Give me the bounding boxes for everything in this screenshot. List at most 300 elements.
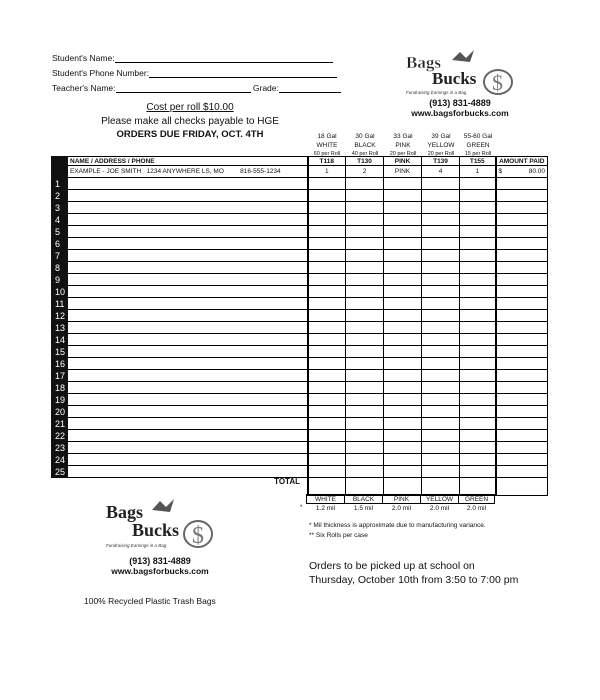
- qty-cell[interactable]: [308, 226, 346, 238]
- amount-cell[interactable]: [496, 238, 548, 250]
- name-cell[interactable]: [68, 346, 308, 358]
- qty-cell[interactable]: [384, 406, 422, 418]
- qty-cell[interactable]: [460, 334, 496, 346]
- qty-cell[interactable]: [422, 190, 460, 202]
- qty-cell[interactable]: [346, 202, 384, 214]
- qty-cell[interactable]: [460, 214, 496, 226]
- row-number: 10: [52, 286, 68, 298]
- qty-cell[interactable]: [384, 358, 422, 370]
- table-row: [52, 178, 548, 190]
- table-row: [52, 286, 548, 298]
- col-color: PINK: [395, 142, 411, 149]
- qty-cell[interactable]: [384, 226, 422, 238]
- qty-cell[interactable]: [422, 250, 460, 262]
- footer-mil: 1.2 mil: [315, 504, 336, 512]
- name-cell[interactable]: [68, 238, 308, 250]
- qty-cell[interactable]: [346, 322, 384, 334]
- col-per-roll: 40 per Roll: [351, 151, 379, 157]
- qty-cell[interactable]: [460, 466, 496, 478]
- row-number: 13: [52, 322, 68, 334]
- code-header: T155: [460, 157, 496, 166]
- amount-cell[interactable]: [496, 334, 548, 346]
- total-cell[interactable]: [422, 478, 460, 496]
- qty-cell[interactable]: [460, 286, 496, 298]
- qty-cell[interactable]: [308, 370, 346, 382]
- logo-url: www.bagsforbucks.com: [411, 108, 509, 118]
- qty-cell[interactable]: [422, 178, 460, 190]
- amount-cell[interactable]: [496, 298, 548, 310]
- bags-for-bucks-logo-icon: [100, 496, 220, 552]
- col-size: 18 Gal: [317, 133, 337, 140]
- table-row: [52, 466, 548, 478]
- table-header-row: [52, 157, 548, 166]
- qty-cell[interactable]: [422, 370, 460, 382]
- qty-cell[interactable]: [384, 286, 422, 298]
- name-cell[interactable]: [68, 190, 308, 202]
- orders-due: ORDERS DUE FRIDAY, OCT. 4TH: [116, 129, 264, 140]
- qty-cell[interactable]: [308, 238, 346, 250]
- name-cell[interactable]: [68, 310, 308, 322]
- qty-cell[interactable]: [460, 370, 496, 382]
- mil-star: *: [300, 505, 303, 511]
- qty-cell[interactable]: [346, 274, 384, 286]
- qty-cell[interactable]: [308, 406, 346, 418]
- table-row: [52, 382, 548, 394]
- amount-cell[interactable]: [496, 322, 548, 334]
- qty-cell[interactable]: [460, 418, 496, 430]
- name-cell[interactable]: [68, 274, 308, 286]
- qty-cell[interactable]: [308, 442, 346, 454]
- code-header: T118: [308, 157, 346, 166]
- qty-cell[interactable]: [346, 310, 384, 322]
- qty-cell[interactable]: [346, 286, 384, 298]
- table-row: [52, 214, 548, 226]
- amount-cell[interactable]: [496, 418, 548, 430]
- example-qty: 4: [422, 166, 460, 178]
- total-cell[interactable]: [496, 478, 548, 496]
- footer-color: YELLOW: [421, 495, 459, 504]
- qty-cell[interactable]: [346, 346, 384, 358]
- qty-cell[interactable]: [460, 454, 496, 466]
- qty-cell[interactable]: [460, 262, 496, 274]
- qty-cell[interactable]: [422, 298, 460, 310]
- row-number: 24: [52, 454, 68, 466]
- recycled-note: 100% Recycled Plastic Trash Bags: [84, 596, 216, 606]
- amount-cell[interactable]: [496, 262, 548, 274]
- qty-cell[interactable]: [346, 430, 384, 442]
- table-row: [52, 454, 548, 466]
- qty-cell[interactable]: [460, 238, 496, 250]
- name-cell[interactable]: [68, 202, 308, 214]
- mil-note: * Mil thickness is approximate due to manufacturing variance.: [309, 522, 486, 529]
- row-number: 2: [52, 190, 68, 202]
- qty-cell[interactable]: [308, 454, 346, 466]
- name-cell[interactable]: [68, 358, 308, 370]
- col-per-roll: 15 per Roll: [464, 151, 492, 157]
- name-cell[interactable]: [68, 178, 308, 190]
- qty-cell[interactable]: [460, 430, 496, 442]
- qty-cell[interactable]: [384, 178, 422, 190]
- name-cell[interactable]: [68, 322, 308, 334]
- amount-cell[interactable]: [496, 430, 548, 442]
- col-color: YELLOW: [427, 142, 455, 149]
- qty-cell[interactable]: [384, 382, 422, 394]
- qty-cell[interactable]: [422, 310, 460, 322]
- amount-cell[interactable]: [496, 466, 548, 478]
- table-row: [52, 238, 548, 250]
- qty-cell[interactable]: [308, 262, 346, 274]
- col-head-pink: [384, 132, 422, 159]
- amount-cell[interactable]: [496, 442, 548, 454]
- qty-cell[interactable]: [422, 406, 460, 418]
- amount-cell[interactable]: [496, 178, 548, 190]
- qty-cell[interactable]: [460, 406, 496, 418]
- col-head-black: [346, 132, 384, 159]
- logo-url: www.bagsforbucks.com: [111, 566, 209, 576]
- amount-cell[interactable]: [496, 406, 548, 418]
- qty-cell[interactable]: [460, 358, 496, 370]
- col-size: 39 Gal: [431, 133, 451, 140]
- table-row: [52, 298, 548, 310]
- amount-cell[interactable]: [496, 190, 548, 202]
- qty-cell[interactable]: [346, 250, 384, 262]
- col-per-roll: 20 per Roll: [389, 151, 417, 157]
- footer-color: PINK: [383, 495, 421, 504]
- qty-cell[interactable]: [346, 442, 384, 454]
- qty-cell[interactable]: [384, 334, 422, 346]
- qty-cell[interactable]: [422, 214, 460, 226]
- logo-phone: (913) 831-4889: [429, 98, 491, 108]
- name-cell[interactable]: [68, 370, 308, 382]
- qty-cell[interactable]: [384, 310, 422, 322]
- qty-cell[interactable]: [460, 394, 496, 406]
- table-row: [52, 370, 548, 382]
- name-cell[interactable]: [68, 454, 308, 466]
- logo-word-bucks: Bucks: [432, 69, 477, 88]
- qty-cell[interactable]: [308, 346, 346, 358]
- row-number-example: [52, 166, 68, 178]
- amount-cell[interactable]: [496, 394, 548, 406]
- table-row: [52, 226, 548, 238]
- qty-cell[interactable]: [308, 214, 346, 226]
- amount-cell[interactable]: [496, 358, 548, 370]
- amount-cell[interactable]: [496, 310, 548, 322]
- qty-cell[interactable]: [384, 370, 422, 382]
- qty-cell[interactable]: [460, 190, 496, 202]
- qty-cell[interactable]: [346, 334, 384, 346]
- qty-cell[interactable]: [346, 382, 384, 394]
- qty-cell[interactable]: [422, 418, 460, 430]
- name-header: NAME / ADDRESS / PHONE: [68, 157, 308, 166]
- col-head-white: [308, 132, 346, 159]
- svg-text:$: $: [492, 70, 503, 95]
- qty-cell[interactable]: [384, 274, 422, 286]
- name-cell[interactable]: [68, 442, 308, 454]
- row-number: 12: [52, 310, 68, 322]
- qty-cell[interactable]: [460, 250, 496, 262]
- logo-tagline: Fundraising Earnings in a Bag: [106, 543, 167, 548]
- name-cell[interactable]: [68, 286, 308, 298]
- row-number: 20: [52, 406, 68, 418]
- name-cell[interactable]: [68, 298, 308, 310]
- qty-cell[interactable]: [308, 430, 346, 442]
- qty-cell[interactable]: [384, 250, 422, 262]
- total-cell[interactable]: [384, 478, 422, 496]
- qty-cell[interactable]: [308, 394, 346, 406]
- qty-cell[interactable]: [384, 466, 422, 478]
- row-number: 6: [52, 238, 68, 250]
- row-number: 25: [52, 466, 68, 478]
- logo-phone: (913) 831-4889: [129, 556, 191, 566]
- cost-per-roll: Cost per roll $10.00: [146, 102, 234, 113]
- qty-cell[interactable]: [346, 262, 384, 274]
- footer-mil: 1.5 mil: [353, 504, 374, 512]
- order-table: [51, 156, 548, 496]
- qty-cell[interactable]: [384, 346, 422, 358]
- qty-cell[interactable]: [460, 322, 496, 334]
- grade-label: Grade:: [252, 83, 279, 93]
- qty-cell[interactable]: [384, 202, 422, 214]
- qty-cell[interactable]: [308, 310, 346, 322]
- name-cell[interactable]: [68, 214, 308, 226]
- logo-word-bags: Bags: [406, 53, 441, 72]
- payable-note: Please make all checks payable to HGE: [101, 116, 279, 127]
- qty-cell[interactable]: [384, 442, 422, 454]
- qty-cell[interactable]: [346, 466, 384, 478]
- col-per-roll: 20 per Roll: [427, 151, 455, 157]
- name-cell[interactable]: [68, 250, 308, 262]
- qty-cell[interactable]: [422, 286, 460, 298]
- example-amount: [496, 166, 548, 178]
- table-row: [52, 442, 548, 454]
- qty-cell[interactable]: [460, 310, 496, 322]
- qty-cell[interactable]: [308, 298, 346, 310]
- row-number-header: [52, 157, 68, 166]
- qty-cell[interactable]: [384, 394, 422, 406]
- col-head-green: [460, 132, 496, 159]
- row-number: 19: [52, 394, 68, 406]
- amount-cell[interactable]: [496, 214, 548, 226]
- footer-color: BLACK: [345, 495, 383, 504]
- qty-cell[interactable]: [422, 238, 460, 250]
- code-header: T130: [346, 157, 384, 166]
- total-spacer: [52, 478, 68, 496]
- qty-cell[interactable]: [308, 382, 346, 394]
- total-label: TOTAL: [274, 477, 300, 486]
- qty-cell[interactable]: [422, 274, 460, 286]
- row-number: 23: [52, 442, 68, 454]
- qty-cell[interactable]: [422, 358, 460, 370]
- row-number: 15: [52, 346, 68, 358]
- qty-cell[interactable]: [346, 454, 384, 466]
- qty-cell[interactable]: [346, 418, 384, 430]
- qty-cell[interactable]: [384, 214, 422, 226]
- qty-cell[interactable]: [384, 322, 422, 334]
- qty-cell[interactable]: [308, 466, 346, 478]
- amount-cell[interactable]: [496, 274, 548, 286]
- col-color: GREEN: [466, 142, 490, 149]
- row-number: 1: [52, 178, 68, 190]
- code-header: PINK: [384, 157, 422, 166]
- example-cell: [68, 166, 308, 178]
- footer-color: WHITE: [307, 495, 345, 504]
- qty-cell[interactable]: [346, 298, 384, 310]
- qty-cell[interactable]: [384, 454, 422, 466]
- student-phone-line[interactable]: [149, 68, 337, 78]
- qty-cell[interactable]: [346, 394, 384, 406]
- row-number: 17: [52, 370, 68, 382]
- qty-cell[interactable]: [346, 190, 384, 202]
- example-qty: 2: [346, 166, 384, 178]
- name-cell[interactable]: [68, 418, 308, 430]
- row-number: 7: [52, 250, 68, 262]
- qty-cell[interactable]: [422, 442, 460, 454]
- qty-cell[interactable]: [460, 442, 496, 454]
- qty-cell[interactable]: [308, 358, 346, 370]
- logo-top: [400, 48, 520, 118]
- col-color: BLACK: [354, 142, 376, 149]
- qty-cell[interactable]: [422, 334, 460, 346]
- qty-cell[interactable]: [308, 250, 346, 262]
- footer-color: GREEN: [459, 495, 495, 504]
- student-name-field[interactable]: [52, 53, 333, 63]
- row-number: 18: [52, 382, 68, 394]
- amount-cell[interactable]: [496, 250, 548, 262]
- row-number: 11: [52, 298, 68, 310]
- qty-cell[interactable]: [422, 322, 460, 334]
- qty-cell[interactable]: [422, 466, 460, 478]
- qty-cell[interactable]: [422, 262, 460, 274]
- qty-cell[interactable]: [308, 202, 346, 214]
- name-cell[interactable]: [68, 382, 308, 394]
- qty-cell[interactable]: [422, 382, 460, 394]
- table-row: [52, 250, 548, 262]
- total-cell[interactable]: [346, 478, 384, 496]
- qty-cell[interactable]: [346, 238, 384, 250]
- qty-cell[interactable]: [384, 298, 422, 310]
- example-amount-value: 80.00: [528, 168, 546, 175]
- qty-cell[interactable]: [346, 406, 384, 418]
- qty-cell[interactable]: [346, 358, 384, 370]
- amount-cell[interactable]: [496, 370, 548, 382]
- qty-cell[interactable]: [384, 418, 422, 430]
- table-row: [52, 334, 548, 346]
- table-row: [52, 346, 548, 358]
- pickup-line-2: Thursday, October 10th from 3:50 to 7:00 pm: [309, 574, 519, 586]
- qty-cell[interactable]: [422, 226, 460, 238]
- table-row: [52, 358, 548, 370]
- table-row: [52, 202, 548, 214]
- table-row: [52, 418, 548, 430]
- name-cell[interactable]: [68, 394, 308, 406]
- student-name-label: Student's Name:: [52, 53, 115, 63]
- example-currency: $: [498, 168, 503, 175]
- footer-mil: 2.0 mil: [466, 504, 487, 512]
- row-number: 21: [52, 418, 68, 430]
- name-cell[interactable]: [68, 430, 308, 442]
- amount-cell[interactable]: [496, 454, 548, 466]
- qty-cell[interactable]: [460, 226, 496, 238]
- case-note: ** Six Rolls per case: [309, 532, 368, 539]
- qty-cell[interactable]: [422, 346, 460, 358]
- table-row: [52, 262, 548, 274]
- qty-cell[interactable]: [384, 430, 422, 442]
- table-row: [52, 322, 548, 334]
- row-number: 3: [52, 202, 68, 214]
- amount-cell[interactable]: [496, 286, 548, 298]
- col-per-roll: 60 per Roll: [313, 151, 341, 157]
- qty-cell[interactable]: [384, 262, 422, 274]
- grade-line[interactable]: [279, 83, 341, 93]
- student-phone-field[interactable]: [52, 68, 337, 78]
- teacher-name-line[interactable]: [116, 83, 251, 93]
- name-cell[interactable]: [68, 334, 308, 346]
- footer-mil: 2.0 mil: [429, 504, 450, 512]
- svg-text:$: $: [192, 523, 204, 549]
- amount-cell[interactable]: [496, 382, 548, 394]
- row-number: 14: [52, 334, 68, 346]
- row-number: 22: [52, 430, 68, 442]
- qty-cell[interactable]: [422, 430, 460, 442]
- name-cell[interactable]: [68, 406, 308, 418]
- total-cell[interactable]: [308, 478, 346, 496]
- qty-cell[interactable]: [346, 370, 384, 382]
- qty-cell[interactable]: [460, 382, 496, 394]
- example-qty: 1: [308, 166, 346, 178]
- row-number: 9: [52, 274, 68, 286]
- qty-cell[interactable]: [422, 454, 460, 466]
- qty-cell[interactable]: [308, 334, 346, 346]
- qty-cell[interactable]: [308, 322, 346, 334]
- qty-cell[interactable]: [346, 214, 384, 226]
- student-name-line[interactable]: [115, 53, 333, 63]
- qty-cell[interactable]: [308, 286, 346, 298]
- name-cell[interactable]: [68, 226, 308, 238]
- total-cell[interactable]: [460, 478, 496, 496]
- table-row: [52, 190, 548, 202]
- row-number: 8: [52, 262, 68, 274]
- qty-cell[interactable]: [384, 238, 422, 250]
- amount-cell[interactable]: [496, 202, 548, 214]
- name-cell[interactable]: [68, 466, 308, 478]
- qty-cell[interactable]: [308, 190, 346, 202]
- qty-cell[interactable]: [308, 418, 346, 430]
- qty-cell[interactable]: [460, 178, 496, 190]
- table-row: [52, 274, 548, 286]
- col-color: WHITE: [316, 142, 338, 149]
- qty-cell[interactable]: [460, 346, 496, 358]
- qty-cell[interactable]: [422, 394, 460, 406]
- name-cell[interactable]: [68, 262, 308, 274]
- qty-cell[interactable]: [422, 202, 460, 214]
- teacher-name-field[interactable]: [52, 83, 341, 93]
- qty-cell[interactable]: [460, 274, 496, 286]
- qty-cell[interactable]: [308, 178, 346, 190]
- qty-cell[interactable]: [460, 298, 496, 310]
- qty-cell[interactable]: [460, 202, 496, 214]
- example-row: [52, 166, 548, 178]
- row-number: 5: [52, 226, 68, 238]
- qty-cell[interactable]: [384, 190, 422, 202]
- qty-cell[interactable]: [346, 178, 384, 190]
- logo-word-bucks: Bucks: [132, 520, 180, 540]
- table-row: [52, 310, 548, 322]
- qty-cell[interactable]: [308, 274, 346, 286]
- table-row: [52, 406, 548, 418]
- qty-cell[interactable]: [346, 226, 384, 238]
- amount-cell[interactable]: [496, 346, 548, 358]
- amount-cell[interactable]: [496, 226, 548, 238]
